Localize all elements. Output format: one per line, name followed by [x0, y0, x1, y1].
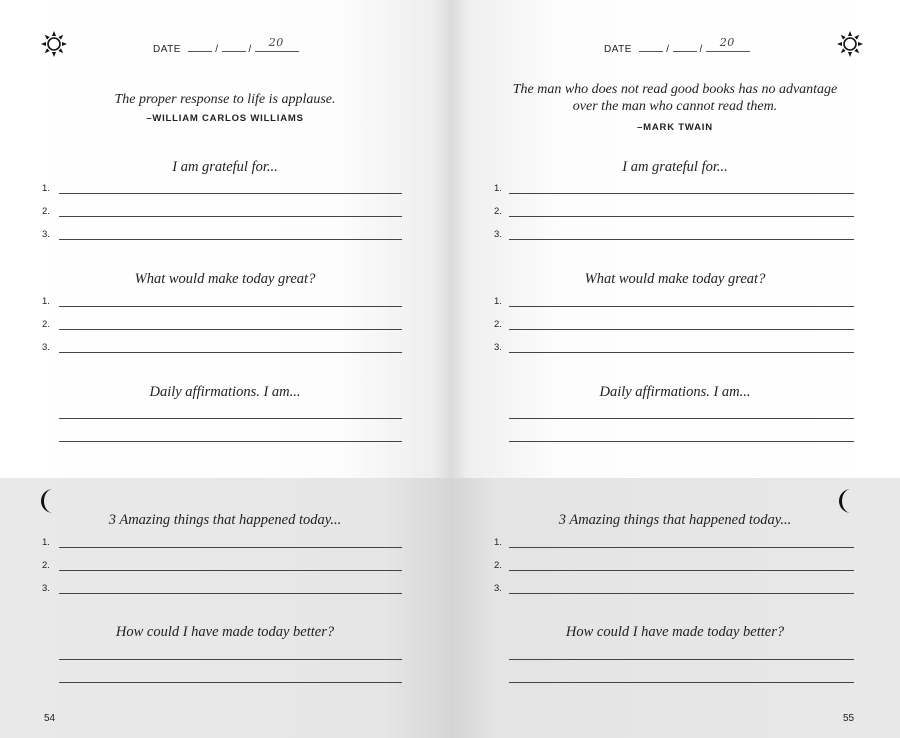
list-number: 2.: [42, 206, 50, 217]
list-number: 3.: [494, 229, 502, 240]
date-label: DATE: [153, 44, 181, 55]
grateful-heading: I am grateful for...: [622, 159, 728, 175]
writing-line[interactable]: [509, 352, 854, 353]
date-field: DATE / / 20: [153, 40, 299, 55]
list-number: 1.: [494, 537, 502, 548]
list-number: 2.: [42, 319, 50, 330]
grateful-heading: I am grateful for...: [172, 159, 278, 175]
sun-icon: [40, 30, 68, 58]
writing-line[interactable]: [59, 441, 402, 442]
writing-line[interactable]: [59, 547, 402, 548]
right-page: [450, 0, 900, 738]
list-number: 3.: [42, 583, 50, 594]
great-heading: What would make today great?: [134, 271, 316, 287]
writing-line[interactable]: [509, 418, 854, 419]
writing-line[interactable]: [59, 682, 402, 683]
great-heading: What would make today great?: [584, 271, 766, 287]
writing-line[interactable]: [59, 329, 402, 330]
list-number: 3.: [494, 583, 502, 594]
writing-line[interactable]: [59, 570, 402, 571]
better-heading: How could I have made today better?: [115, 624, 335, 640]
writing-line[interactable]: [59, 352, 402, 353]
date-day-blank: [222, 42, 246, 52]
writing-line[interactable]: [59, 418, 402, 419]
writing-line[interactable]: [59, 193, 402, 194]
writing-line[interactable]: [59, 593, 402, 594]
writing-line[interactable]: [59, 659, 402, 660]
list-number: 1.: [42, 537, 50, 548]
quote-line: over the man who cannot read them.: [572, 99, 778, 114]
writing-line[interactable]: [59, 306, 402, 307]
affirmations-heading: Daily affirmations. I am...: [149, 384, 301, 400]
amazing-heading: 3 Amazing things that happened today...: [108, 512, 342, 528]
quote-author: –MARK TWAIN: [637, 122, 713, 133]
list-number: 3.: [42, 229, 50, 240]
list-number: 2.: [42, 560, 50, 571]
writing-line[interactable]: [509, 547, 854, 548]
writing-line[interactable]: [509, 441, 854, 442]
date-month-blank: [639, 42, 663, 52]
quote-author: –WILLIAM CARLOS WILLIAMS: [146, 113, 304, 124]
sun-icon: [836, 30, 864, 58]
amazing-heading: 3 Amazing things that happened today...: [558, 512, 792, 528]
page-number: 55: [843, 713, 855, 724]
list-number: 2.: [494, 560, 502, 571]
quote-line: The man who does not read good books has no advantage: [512, 82, 838, 97]
page-number: 54: [44, 713, 56, 724]
writing-line[interactable]: [509, 306, 854, 307]
date-field: DATE / / 20: [604, 40, 750, 55]
date-day-blank: [673, 42, 697, 52]
writing-line[interactable]: [59, 239, 402, 240]
writing-line[interactable]: [509, 593, 854, 594]
crescent-moon-icon: [838, 488, 858, 514]
list-number: 2.: [494, 319, 502, 330]
date-year: 20: [268, 36, 284, 49]
date-month-blank: [188, 42, 212, 52]
quote-text: [490, 81, 860, 115]
date-label: DATE: [604, 44, 632, 55]
writing-line[interactable]: [509, 682, 854, 683]
quote-line: The proper response to life is applause.: [114, 92, 336, 107]
date-year-blank: [255, 36, 299, 52]
writing-line[interactable]: [509, 659, 854, 660]
affirmations-heading: Daily affirmations. I am...: [599, 384, 751, 400]
writing-line[interactable]: [509, 329, 854, 330]
list-number: 1.: [494, 296, 502, 307]
list-number: 2.: [494, 206, 502, 217]
quote-text: [40, 91, 410, 108]
writing-line[interactable]: [59, 216, 402, 217]
list-number: 3.: [42, 342, 50, 353]
writing-line[interactable]: [509, 239, 854, 240]
list-number: 3.: [494, 342, 502, 353]
list-number: 1.: [494, 183, 502, 194]
date-year: 20: [719, 36, 735, 49]
list-number: 1.: [42, 296, 50, 307]
writing-line[interactable]: [509, 193, 854, 194]
better-heading: How could I have made today better?: [565, 624, 785, 640]
date-year-blank: [706, 36, 750, 52]
crescent-moon-icon: [40, 488, 60, 514]
writing-line[interactable]: [509, 216, 854, 217]
writing-line[interactable]: [509, 570, 854, 571]
list-number: 1.: [42, 183, 50, 194]
